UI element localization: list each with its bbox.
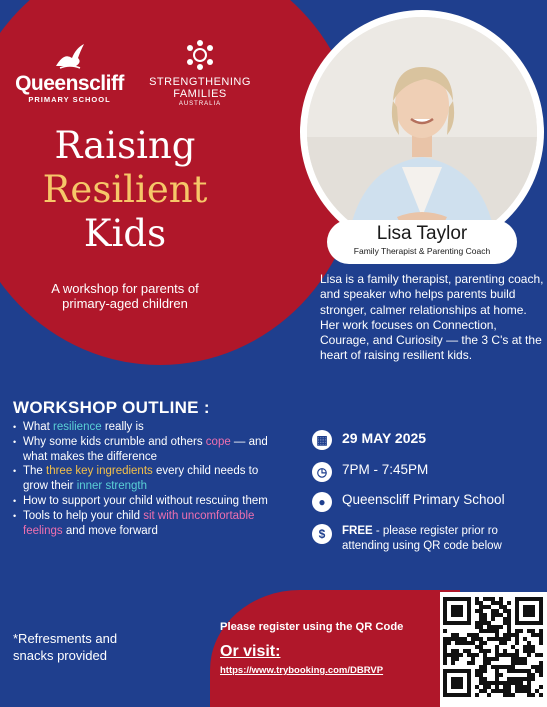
note-line2: snacks provided	[13, 648, 107, 663]
clock-calendar-icon: ◷	[312, 462, 332, 482]
fee-bold: FREE	[342, 525, 373, 537]
highlight-text: three key ingredients	[46, 465, 153, 478]
presenter-role: Family Therapist & Parenting Coach	[353, 246, 491, 256]
qr-code[interactable]	[440, 592, 547, 707]
outline-text: Tools to help your child	[23, 509, 144, 522]
qr-code-graphic	[440, 592, 547, 707]
refreshments-note	[13, 630, 117, 664]
time-text: 7PM - 7:45PM	[342, 462, 429, 477]
outline-heading: WORKSHOP OUTLINE :	[13, 398, 210, 417]
title-line2: Resilient	[42, 168, 208, 211]
presenter-name: Lisa Taylor	[376, 223, 468, 244]
outline-text: and move forward	[62, 524, 158, 537]
highlight-text: cope	[205, 435, 231, 448]
highlight-text: sit with uncomfortable feelings	[23, 509, 255, 537]
subtitle-line1: A workshop for parents of	[51, 281, 199, 296]
school-subtitle: PRIMARY SCHOOL	[28, 95, 111, 104]
outline-text: The	[23, 465, 47, 478]
booking-link[interactable]: https://www.trybooking.com/DBRVP	[220, 665, 384, 676]
presenter-photo	[307, 17, 537, 247]
org-logo	[145, 38, 255, 107]
subtitle	[0, 281, 250, 311]
school-name: Queenscliff	[15, 72, 124, 95]
outline-text: really is	[101, 421, 144, 433]
location-pin-icon: ●	[312, 492, 332, 512]
outline-item	[13, 435, 273, 465]
date-text: 29 MAY 2025	[342, 430, 427, 446]
org-name-line1: STRENGTHENING	[149, 76, 251, 88]
register-instruction: Please register using the QR Code	[220, 621, 404, 633]
outline-text: every child needs to grow their	[23, 465, 259, 493]
outline-item	[13, 464, 273, 494]
outline-text: What	[23, 421, 54, 433]
outline-item	[13, 509, 273, 539]
fee-text	[342, 524, 532, 554]
subtitle-line2: primary-aged children	[62, 296, 188, 311]
highlight-text: resilience	[53, 421, 102, 433]
outline-text: Why some kids crumble and others	[23, 435, 206, 448]
outline-item	[13, 420, 273, 435]
sun-people-icon	[183, 38, 217, 72]
outline-item	[13, 494, 273, 509]
school-logo	[2, 42, 137, 104]
title-line3: Kids	[83, 212, 167, 255]
outline-text: How to support your child without rescuing them	[23, 494, 268, 507]
presenter-illustration	[307, 17, 537, 247]
org-name-line2: FAMILIES	[173, 88, 227, 100]
highlight-text: inner strength	[76, 480, 148, 493]
org-name-line3: AUSTRALIA	[178, 101, 222, 107]
venue-text: Queenscliff Primary School	[342, 492, 505, 507]
event-time	[312, 462, 428, 482]
or-visit-label: Or visit:	[220, 643, 281, 660]
event-date	[312, 430, 426, 450]
dollar-icon: $	[312, 524, 332, 544]
outline-text: — and what makes the difference	[23, 435, 268, 463]
note-line1: *Refresments and	[13, 631, 118, 646]
presenter-name-card	[327, 220, 517, 264]
presenter-bio: Lisa is a family therapist, parenting coach, and speaker who helps parents build stronger, calmer relationships at home. Her work focuses on Connection, Courage, and Curiosity — the 3 C's at the heart of raising resilient kids.	[320, 272, 544, 363]
calendar-icon: ▦	[312, 430, 332, 450]
event-fee	[312, 524, 532, 554]
event-venue	[312, 492, 505, 512]
swan-icon	[50, 42, 90, 72]
title-line1: Raising	[54, 124, 196, 167]
fee-rest: - please register prior ro attending using QR code below	[342, 525, 502, 552]
outline-list	[13, 420, 273, 538]
